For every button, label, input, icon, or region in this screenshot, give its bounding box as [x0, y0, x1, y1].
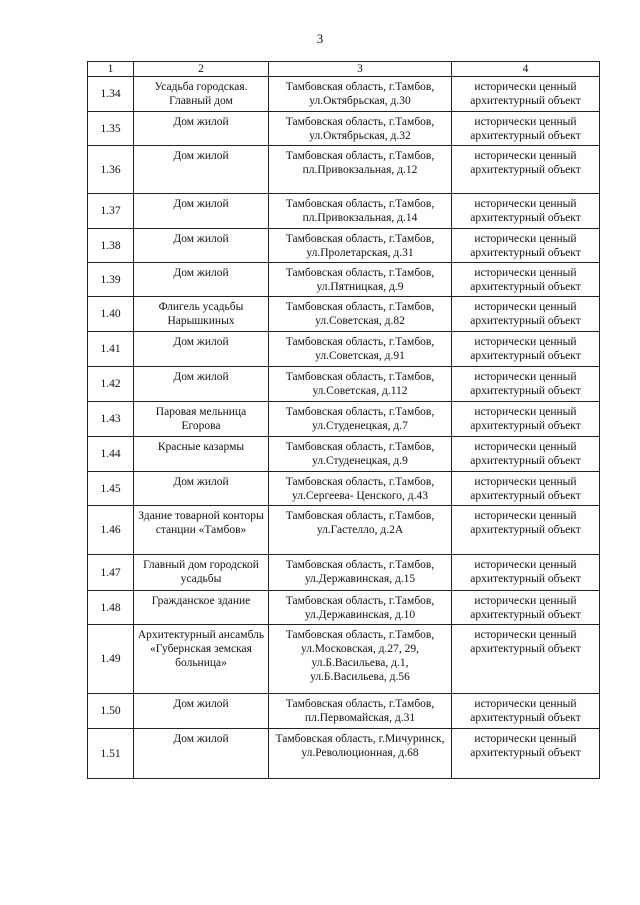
object-name: Дом жилой — [134, 729, 269, 779]
object-category: исторически ценный архитектурный объект — [452, 437, 600, 472]
object-address: Тамбовская область, г.Тамбов, ул.Студенецкая, д.7 — [269, 402, 452, 437]
table-row — [88, 77, 600, 112]
object-name: Главный дом городской усадьбы — [134, 555, 269, 591]
object-name: Гражданское здание — [134, 591, 269, 625]
object-category: исторически ценный архитектурный объект — [452, 506, 600, 555]
object-category: исторически ценный архитектурный объект — [452, 332, 600, 367]
object-category: исторически ценный архитектурный объект — [452, 146, 600, 194]
row-number: 1.37 — [88, 194, 134, 229]
object-address: Тамбовская область, г.Тамбов, ул.Советская, д.82 — [269, 297, 452, 332]
object-name: Дом жилой — [134, 112, 269, 146]
object-name: Архитектурный ансамбль «Губернская земская больница» — [134, 625, 269, 694]
object-name: Дом жилой — [134, 694, 269, 729]
row-number: 1.43 — [88, 402, 134, 437]
object-category: исторически ценный архитектурный объект — [452, 555, 600, 591]
object-category: исторически ценный архитектурный объект — [452, 263, 600, 297]
row-number: 1.51 — [88, 729, 134, 779]
object-name: Дом жилой — [134, 194, 269, 229]
row-number: 1.44 — [88, 437, 134, 472]
object-category: исторически ценный архитектурный объект — [452, 472, 600, 506]
row-number: 1.41 — [88, 332, 134, 367]
object-address: Тамбовская область, г.Тамбов, ул.Державинская, д.10 — [269, 591, 452, 625]
row-number: 1.49 — [88, 625, 134, 694]
row-number: 1.36 — [88, 146, 134, 194]
object-address: Тамбовская область, г.Тамбов, ул.Советская, д.112 — [269, 367, 452, 402]
table-row — [88, 472, 600, 506]
object-name: Здание товарной конторы станции «Тамбов» — [134, 506, 269, 555]
object-name: Флигель усадьбы Нарышкиных — [134, 297, 269, 332]
table-row — [88, 194, 600, 229]
object-address: Тамбовская область, г.Тамбов, ул.Московская, д.27, 29, ул.Б.Васильева, д.1, ул.Б.Васильева, д.56 — [269, 625, 452, 694]
column-header: 3 — [269, 62, 452, 77]
table-row — [88, 625, 600, 694]
table-row — [88, 591, 600, 625]
table-row — [88, 229, 600, 263]
row-number: 1.35 — [88, 112, 134, 146]
object-address: Тамбовская область, г.Тамбов, пл.Привокзальная, д.12 — [269, 146, 452, 194]
row-number: 1.50 — [88, 694, 134, 729]
object-category: исторически ценный архитектурный объект — [452, 297, 600, 332]
table-row — [88, 367, 600, 402]
object-address: Тамбовская область, г.Тамбов, ул.Октябрьская, д.30 — [269, 77, 452, 112]
row-number: 1.47 — [88, 555, 134, 591]
object-address: Тамбовская область, г.Тамбов, пл.Привокзальная, д.14 — [269, 194, 452, 229]
table-row — [88, 555, 600, 591]
column-header: 4 — [452, 62, 600, 77]
row-number: 1.46 — [88, 506, 134, 555]
table-row — [88, 694, 600, 729]
object-address: Тамбовская область, г.Тамбов, ул.Пятницкая, д.9 — [269, 263, 452, 297]
row-number: 1.34 — [88, 77, 134, 112]
row-number: 1.42 — [88, 367, 134, 402]
object-category: исторически ценный архитектурный объект — [452, 229, 600, 263]
object-category: исторически ценный архитектурный объект — [452, 591, 600, 625]
table-row — [88, 437, 600, 472]
object-address: Тамбовская область, г.Тамбов, пл.Первомайская, д.31 — [269, 694, 452, 729]
row-number: 1.39 — [88, 263, 134, 297]
table-row — [88, 146, 600, 194]
object-address: Тамбовская область, г.Тамбов, ул.Гастелло, д.2А — [269, 506, 452, 555]
row-number: 1.40 — [88, 297, 134, 332]
table-row — [88, 332, 600, 367]
table-row — [88, 263, 600, 297]
object-address: Тамбовская область, г.Мичуринск, ул.Революционная, д.68 — [269, 729, 452, 779]
object-category: исторически ценный архитектурный объект — [452, 694, 600, 729]
object-name: Паровая мельница Егорова — [134, 402, 269, 437]
object-address: Тамбовская область, г.Тамбов, ул.Советская, д.91 — [269, 332, 452, 367]
table-row — [88, 112, 600, 146]
row-number: 1.48 — [88, 591, 134, 625]
table-row — [88, 402, 600, 437]
object-category: исторически ценный архитектурный объект — [452, 77, 600, 112]
object-address: Тамбовская область, г.Тамбов, ул.Державинская, д.15 — [269, 555, 452, 591]
object-category: исторически ценный архитектурный объект — [452, 625, 600, 694]
object-name: Дом жилой — [134, 229, 269, 263]
object-name: Дом жилой — [134, 146, 269, 194]
row-number: 1.38 — [88, 229, 134, 263]
object-name: Дом жилой — [134, 263, 269, 297]
heritage-objects-table — [87, 61, 600, 779]
object-name: Дом жилой — [134, 472, 269, 506]
object-address: Тамбовская область, г.Тамбов, ул.Сергеева- Ценского, д.43 — [269, 472, 452, 506]
table-row — [88, 506, 600, 555]
object-category: исторически ценный архитектурный объект — [452, 194, 600, 229]
column-header: 1 — [88, 62, 134, 77]
object-category: исторически ценный архитектурный объект — [452, 367, 600, 402]
row-number: 1.45 — [88, 472, 134, 506]
table-row — [88, 297, 600, 332]
object-category: исторически ценный архитектурный объект — [452, 729, 600, 779]
object-address: Тамбовская область, г.Тамбов, ул.Октябрьская, д.32 — [269, 112, 452, 146]
object-category: исторически ценный архитектурный объект — [452, 402, 600, 437]
table-row — [88, 729, 600, 779]
object-name: Красные казармы — [134, 437, 269, 472]
table-header-row — [88, 62, 600, 77]
object-name: Дом жилой — [134, 332, 269, 367]
object-category: исторически ценный архитектурный объект — [452, 112, 600, 146]
object-name: Усадьба городская. Главный дом — [134, 77, 269, 112]
page-number: 3 — [316, 31, 324, 46]
object-address: Тамбовская область, г.Тамбов, ул.Студенецкая, д.9 — [269, 437, 452, 472]
object-name: Дом жилой — [134, 367, 269, 402]
column-header: 2 — [134, 62, 269, 77]
object-address: Тамбовская область, г.Тамбов, ул.Пролетарская, д.31 — [269, 229, 452, 263]
